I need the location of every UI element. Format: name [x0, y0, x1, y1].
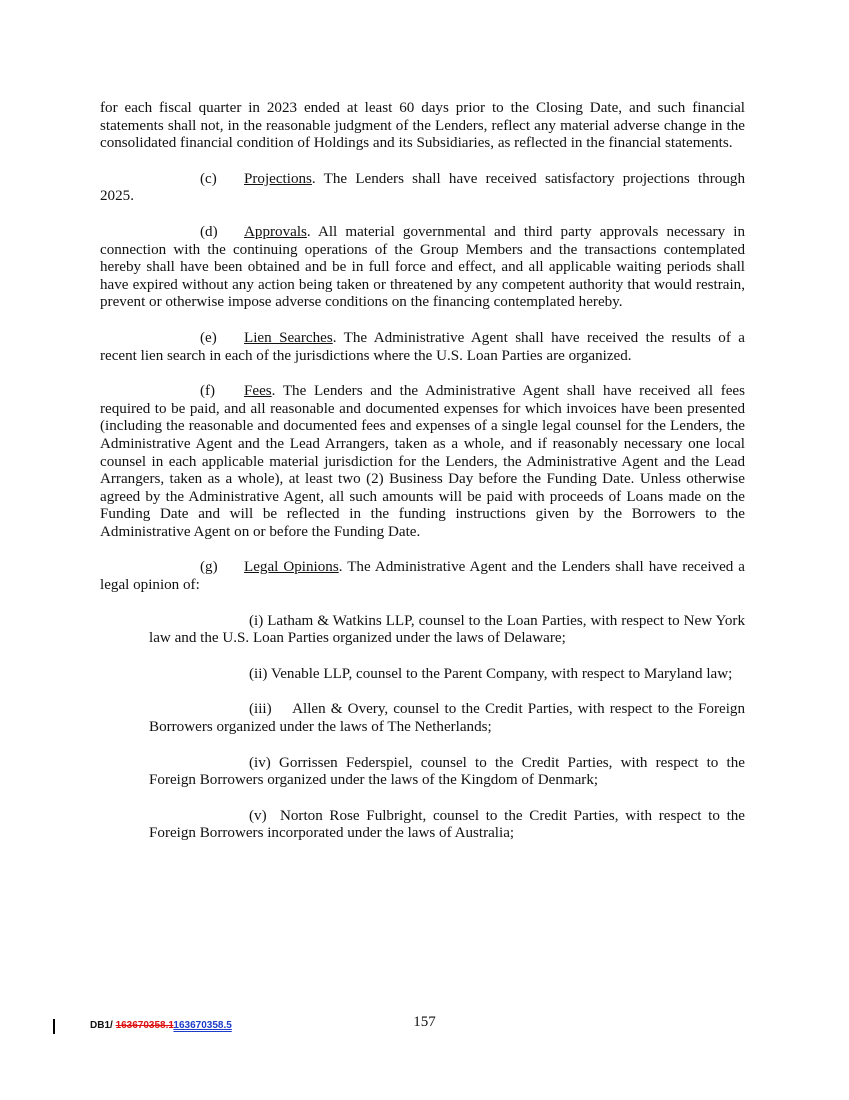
opinion-item [149, 701, 745, 736]
section-d [100, 224, 745, 312]
opinion-label: (v) [249, 807, 267, 824]
document-id-prefix: DB1/ [90, 1020, 116, 1031]
intro-paragraph: for each fiscal quarter in 2023 ended at least 60 days prior to the Closing Date, and such financial statements shall not, in the reasonable judgment of the Lenders, reflect any material adverse change in the consolidated financial condition of Holdings and its Subsidiaries, as reflected in the financial statements. [100, 100, 745, 152]
section-g-label: (g) [200, 559, 218, 576]
opinion-label: (i) [249, 612, 264, 629]
opinion-item [149, 666, 745, 684]
opinion-label: (ii) [249, 665, 268, 682]
section-c-text: . The Lenders shall have received satisfactory projections through 2025. [100, 170, 745, 205]
opinion-label: (iii) [249, 701, 272, 718]
document-body [100, 100, 745, 843]
section-c-label: (c) [200, 170, 217, 187]
section-c [100, 171, 745, 206]
section-d-label: (d) [200, 223, 218, 240]
section-e-heading: Lien Searches [244, 329, 333, 346]
section-f-heading: Fees [244, 383, 272, 400]
opinion-item [149, 755, 745, 790]
legal-opinions-list [100, 613, 745, 843]
section-d-text: . All material governmental and third party approvals necessary in connection with the continuing operations of the Group Members and the transactions contemplated hereby shall have been obtained and be in full force and effect, and all applicable waiting periods shall have expired without any action being taken or threatened by any competent authority that would restrain, prevent or otherwise impose adverse conditions on the financing contemplated hereby. [100, 223, 745, 311]
section-f-label: (f) [200, 383, 216, 400]
opinion-text: Allen & Overy, counsel to the Credit Parties, with respect to the Foreign Borrowers organized under the laws of The Netherlands; [149, 701, 745, 736]
section-d-heading: Approvals [244, 223, 307, 240]
section-e-text: . The Administrative Agent shall have received the results of a recent lien search in each of the jurisdictions where the U.S. Loan Parties are organized. [100, 329, 745, 364]
section-g-heading: Legal Opinions [244, 559, 339, 576]
section-f [100, 383, 745, 541]
opinion-text: Norton Rose Fulbright, counsel to the Credit Parties, with respect to the Foreign Borrowers incorporated under the laws of Australia; [149, 807, 746, 842]
opinion-text: Venable LLP, counsel to the Parent Company, with respect to Maryland law; [270, 665, 733, 682]
opinion-text: Gorrissen Federspiel, counsel to the Credit Parties, with respect to the Foreign Borrowers organized under the laws of the Kingdom of Denmark; [149, 754, 745, 789]
section-e [100, 330, 745, 365]
section-c-heading: Projections [244, 170, 312, 187]
section-g-text: . The Administrative Agent and the Lenders shall have received a legal opinion of: [100, 559, 746, 594]
document-id-old: 163670358.1 [115, 1020, 174, 1031]
section-e-label: (e) [200, 329, 217, 346]
document-id-new: 163670358.5 [173, 1020, 232, 1031]
opinion-label: (iv) [249, 754, 271, 771]
opinion-item [149, 808, 745, 843]
opinion-item [149, 613, 745, 648]
opinion-text: Latham & Watkins LLP, counsel to the Loan Parties, with respect to New York law and the U.S. Loan Parties organized under the laws of Delaware; [149, 612, 745, 647]
section-g [100, 559, 745, 594]
section-f-text: . The Lenders and the Administrative Agent shall have received all fees required to be paid, and all reasonable and documented expenses for which invoices have been presented (including the reasonable and documented fees and expenses of a single legal counsel for the Lenders, the Administrative Agent and the Lead Arrangers, taken as a whole, and if reasonably necessary one local counsel in each applicable material jurisdiction for the Lenders, the Administrative Agent and the Lead Arrangers, taken as a whole), at least two (2) Business Day before the Funding Date. Unless otherwise agreed by the Administrative Agent, all such amounts will be paid with proceeds of Loans made on the Funding Date and will be reflected in the funding instructions given by the Borrowers to the Administrative Agent on or before the Funding Date. [100, 383, 745, 540]
page-number: 157 [413, 1014, 436, 1030]
